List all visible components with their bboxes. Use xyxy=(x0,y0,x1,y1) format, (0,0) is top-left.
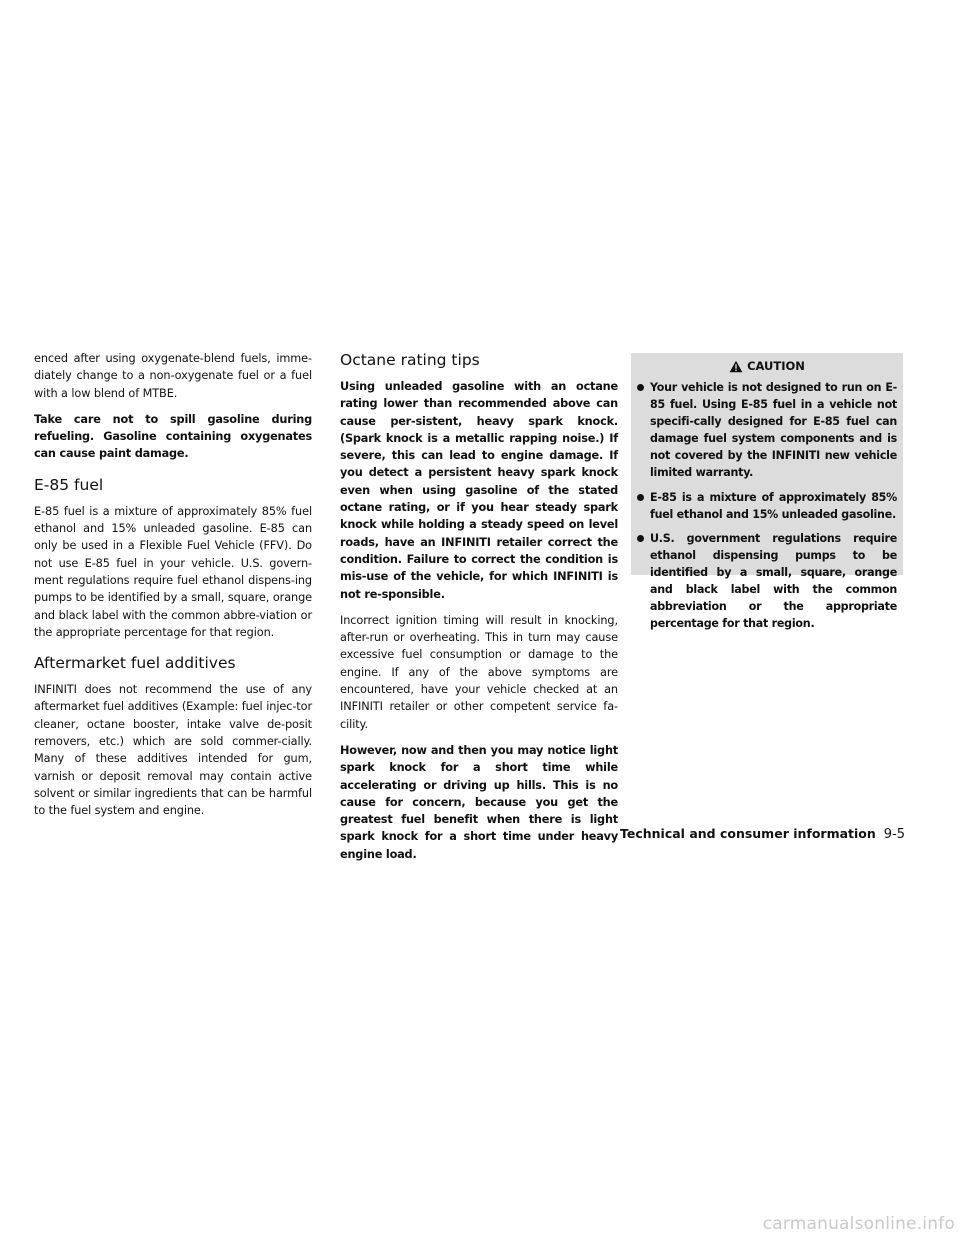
light-knock-paragraph: However, now and then you may notice light spark knock for a short time while accelerating or driving up hills. This is no cause for concern, because you get the greatest fuel benefit when there is light spark knock for a short time under heavy engine load. xyxy=(340,743,618,861)
middle-column xyxy=(340,350,618,872)
caution-item xyxy=(631,489,903,523)
heading-e85-fuel: E-85 fuel xyxy=(34,475,104,494)
caution-box xyxy=(631,353,903,631)
caution-item xyxy=(631,379,903,482)
bullet-icon xyxy=(637,535,644,542)
heading-aftermarket-additives: Aftermarket fuel additives xyxy=(34,654,236,673)
section-title: Technical and consumer information xyxy=(620,826,876,841)
continued-paragraph: enced after using oxygenate-blend fuels, imme-diately change to a non-oxygenate fuel or a fuel with a low blend of MTBE. xyxy=(34,352,312,400)
warning-triangle-icon xyxy=(729,360,743,373)
page-number: 9-5 xyxy=(883,827,906,842)
caution-header xyxy=(631,357,903,375)
bullet-icon xyxy=(637,384,644,391)
caution-title: CAUTION xyxy=(747,359,805,373)
caution-item xyxy=(631,530,903,633)
caution-item-text: E-85 is a mixture of approximately 85% fuel ethanol and 15% unleaded gasoline. xyxy=(650,490,897,521)
left-column xyxy=(34,350,312,829)
ignition-timing-paragraph: Incorrect ignition timing will result in knocking, after-run or overheating. This in turn may cause excessive fuel consumption or damage to the engine. If any of the above symptoms are encountered, have your vehicle checked at an INFINITI retailer or other competent service fa-cility. xyxy=(340,613,618,731)
octane-warning-paragraph: Using unleaded gasoline with an octane rating lower than recommended above can cause per-sistent, heavy spark knock. (Spark knock is a metallic rapping noise.) If severe, this can lead to engine damage. If you detect a persistent heavy spark knock even when using gasoline of the stated octane rating, or if you hear steady spark knock while holding a steady speed on level roads, have an INFINITI retailer correct the condition. Failure to correct the condition is mis-use of the vehicle, for which INFINITI is not re-sponsible. xyxy=(340,380,618,601)
heading-octane-rating-tips: Octane rating tips xyxy=(340,351,480,369)
additives-paragraph: INFINITI does not recommend the use of any aftermarket fuel additives (Example: fuel injec-tor cleaner, octane booster, intake valve de-posit removers, etc.) which are sold commer-cially. Many of these additives intended for gum, varnish or deposit removal may contain active solvent or similar ingredients that can be harmful to the fuel system and engine. xyxy=(34,683,312,818)
caution-item-text: Your vehicle is not designed to run on E-85 fuel. Using E-85 fuel in a vehicle not specifi-cally designed for E-85 fuel can damage fuel system components and is not covered by the INFINITI new vehicle limited warranty. xyxy=(650,381,897,480)
caution-item-text: U.S. government regulations require ethanol dispensing pumps to be identified by a small, square, orange and black label with the common abbreviation or the appropriate percentage for that region. xyxy=(650,531,897,631)
refueling-warning: Take care not to spill gasoline during refueling. Gasoline containing oxygenates can cause paint damage. xyxy=(34,412,312,461)
page-footer xyxy=(620,826,904,842)
watermark: carmanualsonline.info xyxy=(762,1214,955,1234)
bullet-icon xyxy=(637,494,644,501)
e85-paragraph: E-85 fuel is a mixture of approximately 85% fuel ethanol and 15% unleaded gasoline. E-85 can only be used in a Flexible Fuel Vehicle (FFV). Do not use E-85 fuel in your vehicle. U.S. govern-ment regulations require fuel ethanol dispens-ing pumps to be identified by a small, square, orange and black label with the common abbre-viation or the appropriate percentage for that region. xyxy=(34,504,312,639)
